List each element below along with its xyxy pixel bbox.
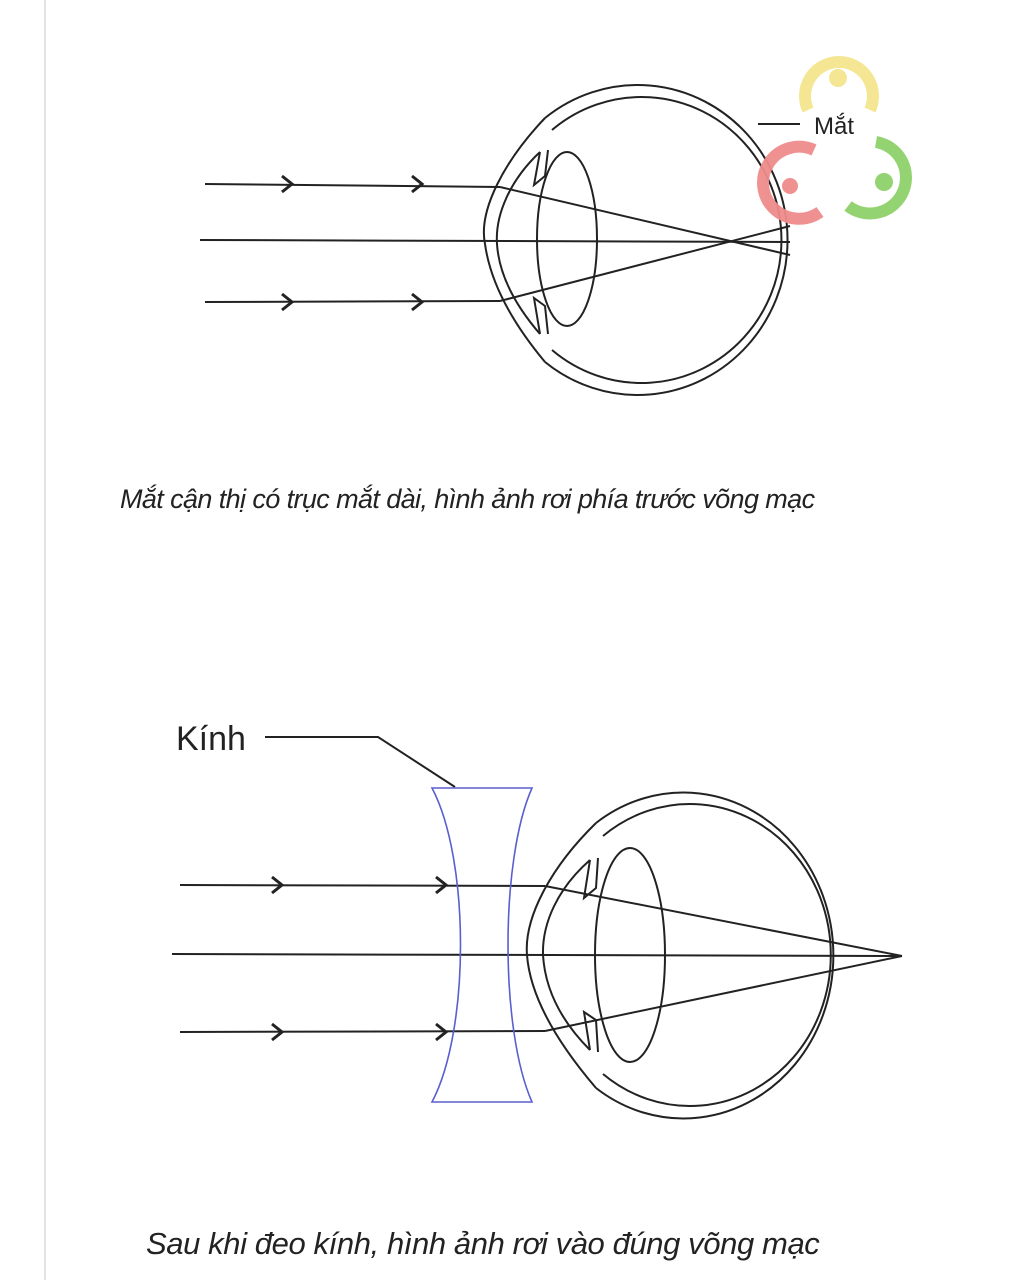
- logo-yellow-dot: [829, 69, 847, 87]
- top-ray-middle: [200, 240, 790, 242]
- logo-green-dot: [875, 173, 893, 191]
- top-ray-upper: [205, 184, 500, 187]
- lens-label: Kính: [176, 720, 246, 758]
- bottom-refracted-ray-upper: [545, 886, 902, 956]
- top-caption: Mắt cận thị có trục mắt dài, hình ảnh rơi phía trước võng mạc: [120, 484, 815, 514]
- bottom-caption: Sau khi đeo kính, hình ảnh rơi vào đúng võng mạc: [146, 1226, 820, 1261]
- lens-label-leader: [265, 737, 455, 787]
- concave-lens: [432, 788, 532, 1102]
- top-eyeball-inner: [552, 97, 781, 383]
- top-figure: [200, 85, 800, 395]
- top-refracted-ray-upper: [500, 187, 790, 255]
- bottom-refracted-ray-lower: [545, 956, 902, 1031]
- bottom-ray-middle: [172, 954, 902, 956]
- logo-red-dot: [782, 178, 798, 194]
- top-eyeball-outer: [545, 85, 788, 395]
- top-refracted-ray-lower: [500, 226, 790, 301]
- top-crystalline-lens: [537, 152, 597, 326]
- bottom-ray-lower: [180, 1031, 545, 1032]
- top-ray-lower: [205, 301, 500, 302]
- top-arrow-2: [412, 176, 422, 192]
- bottom-figure: [172, 737, 902, 1119]
- eye-label: Mắt: [814, 113, 855, 140]
- bottom-ray-upper: [180, 885, 545, 886]
- top-cornea-inner: [497, 152, 540, 334]
- watermark-logo: [763, 62, 906, 219]
